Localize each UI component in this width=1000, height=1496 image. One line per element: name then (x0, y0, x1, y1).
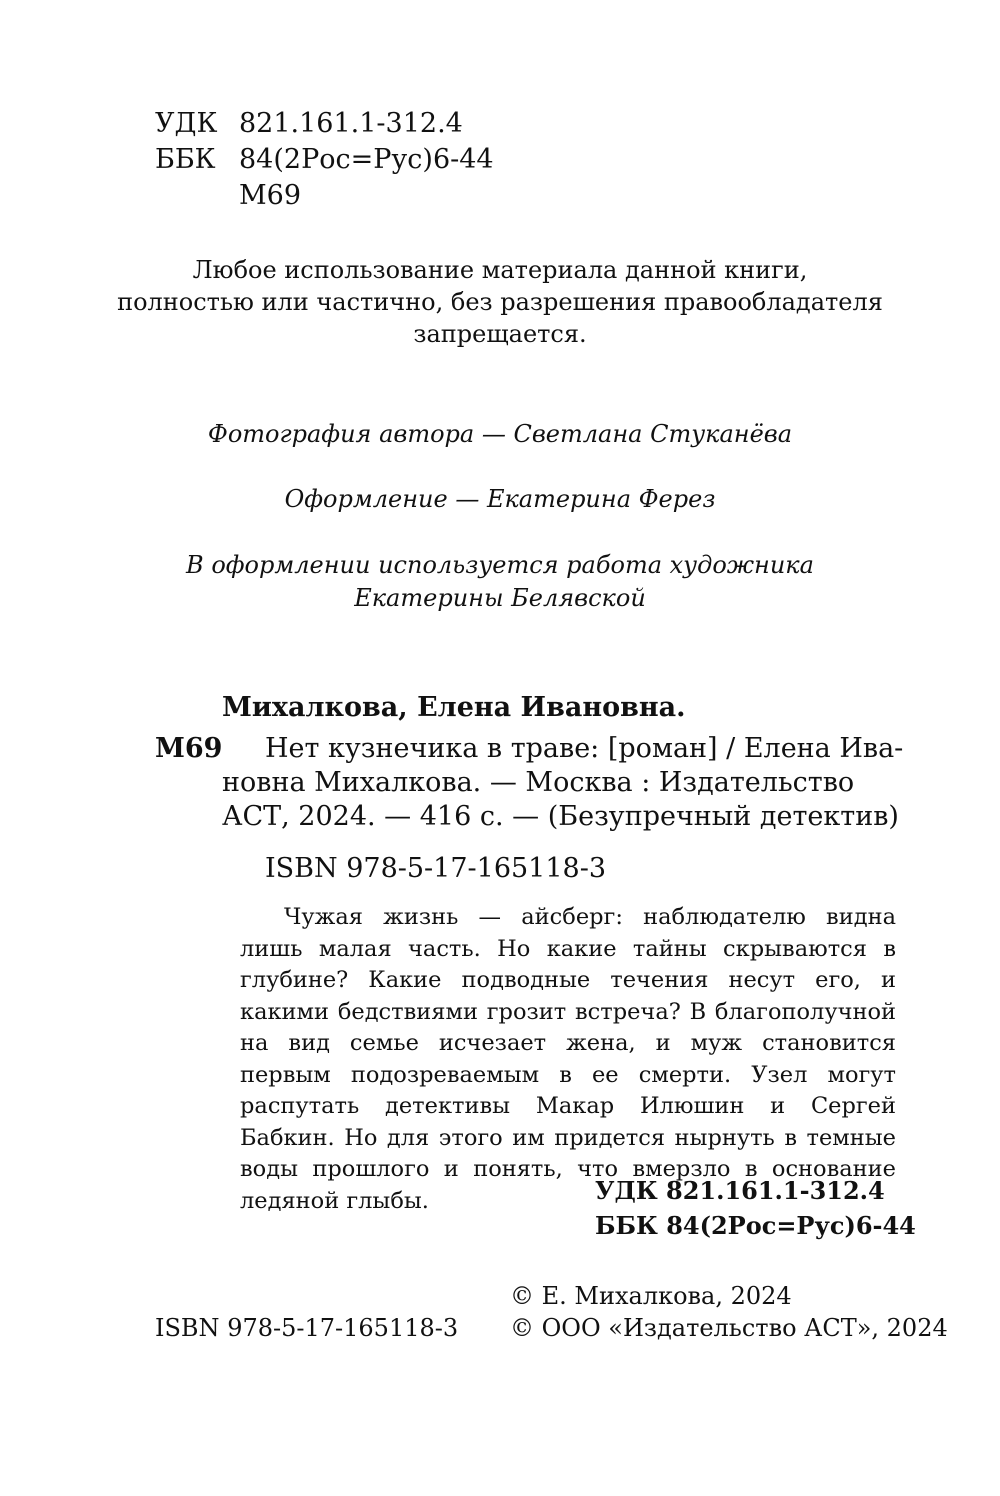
copyright-notice-line-1: Любое использование материала данной книги, (192, 256, 808, 284)
udk-row (155, 106, 494, 142)
catalog-description-line-3: АСТ, 2024. — 416 с. — (Безупречный детектив) (222, 801, 899, 832)
catalog-isbn: ISBN 978-5-17-165118-3 (265, 853, 607, 884)
catalog-description-line-2: новна Михалкова. — Москва : Издательство (222, 767, 855, 798)
copyright-notice-line-2: полностью или частично, без разрешения правообладателя (117, 288, 883, 316)
footer-copyright-publisher: © ООО «Издательство АСТ», 2024 (510, 1314, 948, 1342)
author-mark-row (155, 178, 494, 214)
bbk-label: ББК (155, 144, 216, 175)
footer-isbn: ISBN 978-5-17-165118-3 (155, 1314, 459, 1342)
design-credit: Оформление — Екатерина Ферез (284, 485, 716, 513)
udk-label: УДК (155, 108, 218, 139)
artwork-credit-line-1: В оформлении используется работа художника (186, 551, 814, 579)
artwork-credit-line-2: Екатерины Белявской (354, 584, 646, 612)
catalog-author-heading: Михалкова, Елена Ивановна. (222, 692, 686, 723)
copyright-notice-line-3: запрещается. (413, 320, 587, 348)
photo-credit: Фотография автора — Светлана Стуканёва (207, 420, 793, 448)
footer-copyright-author: © Е. Михалкова, 2024 (510, 1282, 792, 1310)
classification-codes (155, 106, 494, 214)
bbk-row (155, 142, 494, 178)
catalog-description-line-1: Нет кузнечика в траве: [роман] / Елена Ива- (265, 733, 904, 764)
catalog-bbk: ББК 84(2Рос=Рус)6-44 (595, 1211, 916, 1240)
bbk-value: 84(2Рос=Рус)6-44 (239, 144, 494, 175)
udk-value: 821.161.1-312.4 (239, 108, 463, 139)
catalog-mark: М69 (155, 733, 223, 764)
catalog-udk: УДК 821.161.1-312.4 (595, 1176, 885, 1205)
catalog-abstract: Чужая жизнь — айсберг: наблюдателю видна лишь малая часть. Но какие тайны скрываются в глубине? Какие подводные течения несут его, и какими бедствиями грозит встреча? В благополучной на вид семье исчезает жена, и муж становится первым подозреваемым в ее смерти. Узел могут распутать детективы Макар Илюшин и Сергей Бабкин. Но для этого им придется нырнуть в темные воды прошлого и понять, что вмерзло в основание ледяной глыбы. (240, 904, 896, 1214)
author-mark: М69 (239, 180, 302, 211)
